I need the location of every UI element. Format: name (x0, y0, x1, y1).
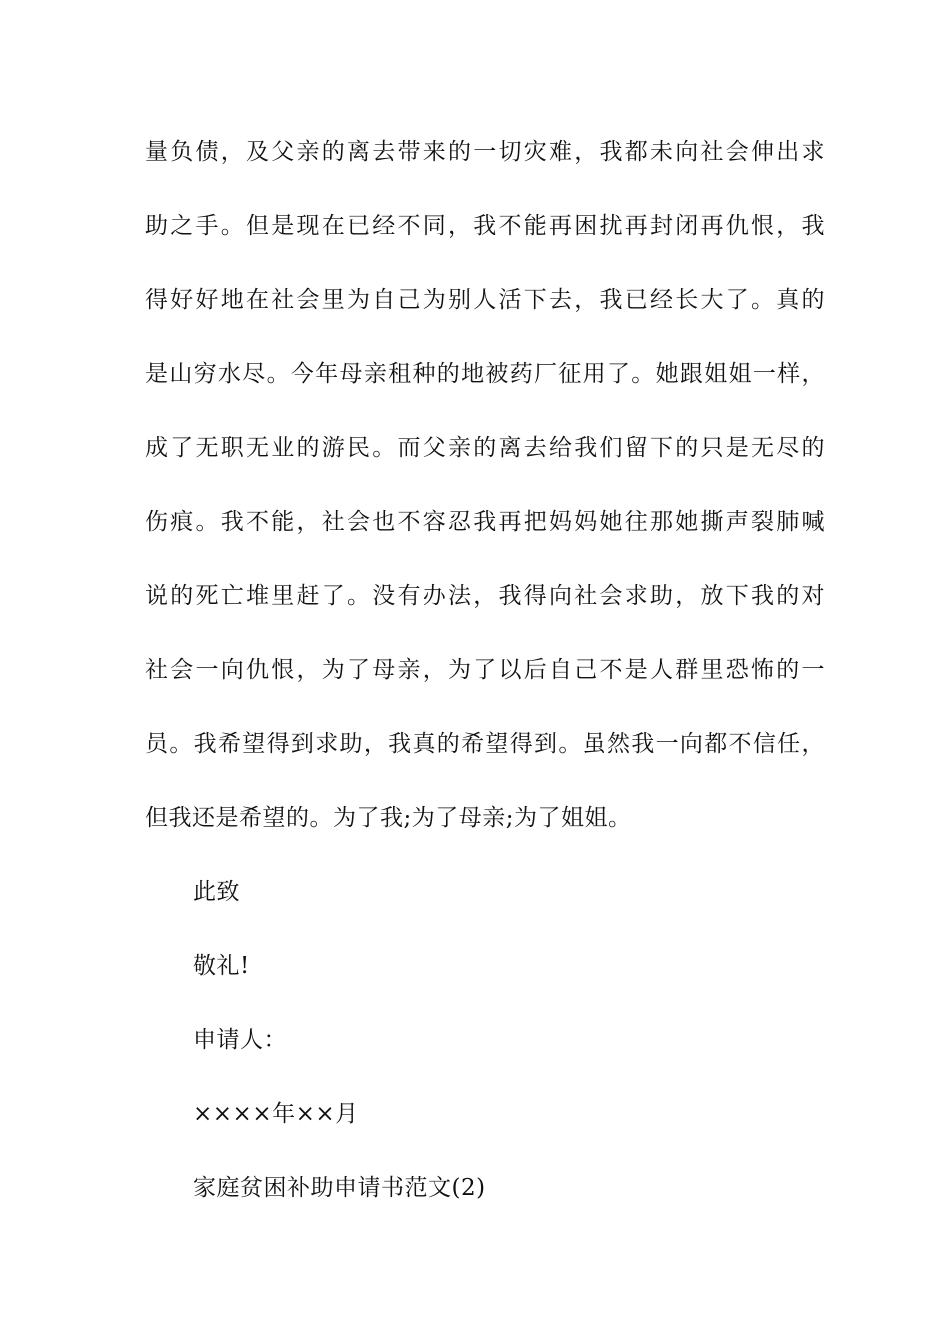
salute-text: 敬礼! (193, 953, 250, 979)
body-line-2: 助之手。但是现在已经不同，我不能再困扰再封闭再仇恨，我 (145, 213, 825, 239)
body-line-10: 但我还是希望的。为了我;为了母亲;为了姐姐。 (145, 805, 632, 831)
closing-text: 此致 (193, 879, 240, 905)
body-line-3: 得好好地在社会里为自己为别人活下去，我已经长大了。真的 (145, 287, 825, 313)
body-line-7: 说的死亡堆里赶了。没有办法，我得向社会求助，放下我的对 (145, 583, 825, 609)
body-line-9: 员。我希望得到求助，我真的希望得到。虽然我一向都不信任， (145, 731, 825, 757)
body-line-6: 伤痕。我不能，社会也不容忍我再把妈妈她往那她撕声裂肺喊 (145, 509, 825, 535)
body-line-1: 量负债，及父亲的离去带来的一切灾难，我都未向社会伸出求 (145, 139, 825, 165)
body-line-5: 成了无职无业的游民。而父亲的离去给我们留下的只是无尽的 (145, 435, 825, 461)
body-line-8: 社会一向仇恨，为了母亲，为了以后自己不是人群里恐怖的一 (145, 657, 825, 683)
body-line-4: 是山穷水尽。今年母亲租种的地被药厂征用了。她跟姐姐一样， (145, 361, 825, 387)
date-text: ××××年××月 (193, 1101, 359, 1127)
applicant-label: 申请人： (193, 1027, 287, 1053)
next-section-title: 家庭贫困补助申请书范文(2) (193, 1175, 486, 1201)
